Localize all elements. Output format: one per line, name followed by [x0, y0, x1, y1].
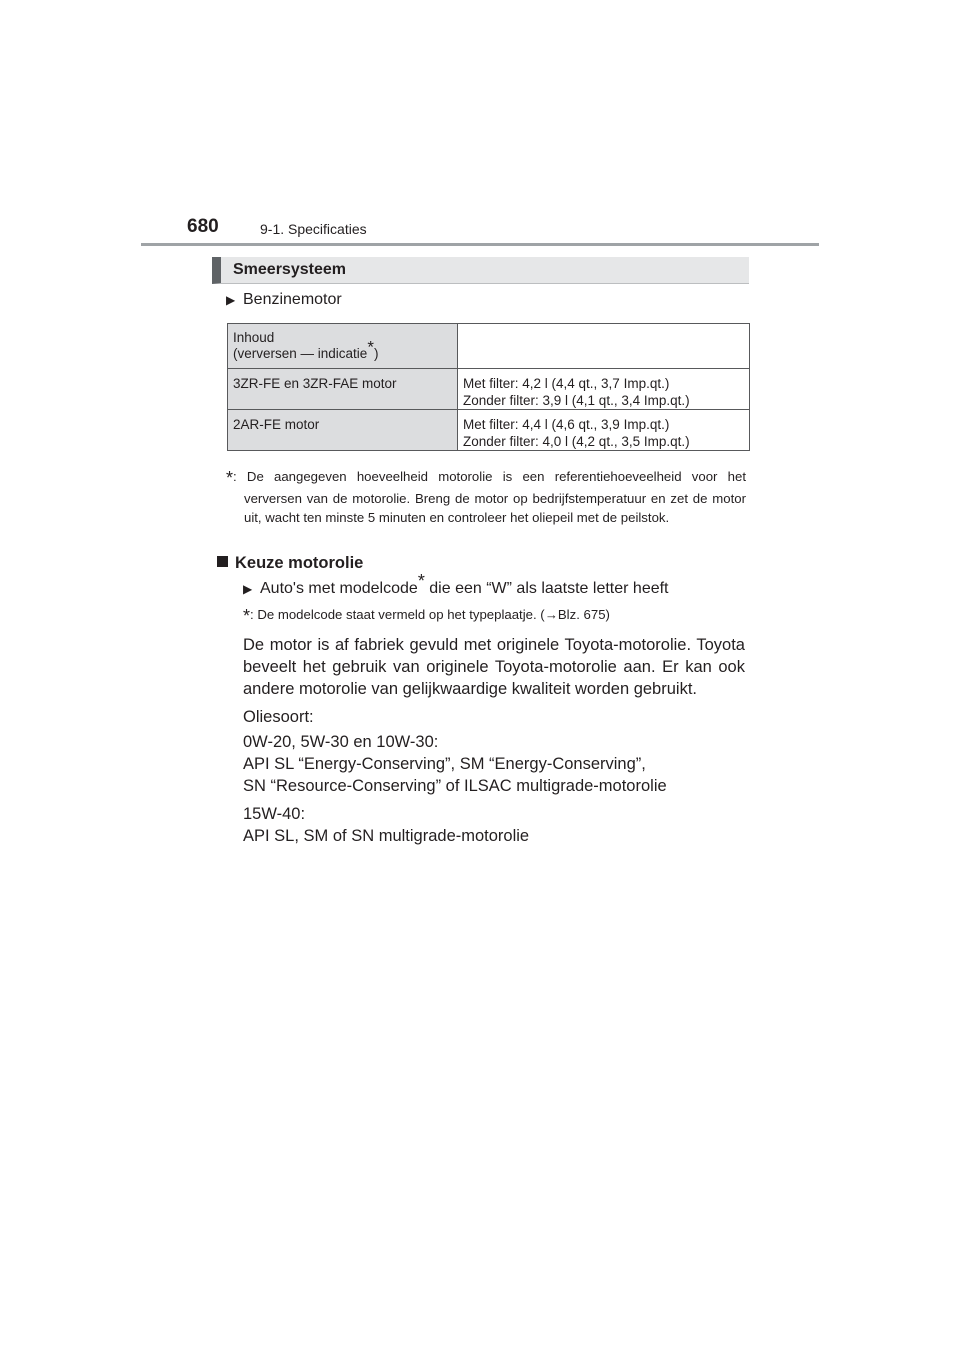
cell-text: Met filter: 4,2 l (4,4 qt., 3,7 Imp.qt.) [463, 376, 670, 391]
capacity-table [227, 323, 750, 451]
table-cell-label [228, 369, 458, 410]
bullet-modelcode [243, 571, 669, 598]
oil-type-label: Oliesoort: [243, 708, 314, 726]
subhead-benzinemotor [226, 291, 342, 309]
cell-text: Zonder filter: 3,9 l (4,1 qt., 3,4 Imp.qt.) [463, 393, 690, 408]
oil-group-1 [243, 731, 745, 797]
oil-group-line: API SL “Energy-Conserving”, SM “Energy-Conserving”, [243, 755, 646, 773]
cell-text: Met filter: 4,4 l (4,6 qt., 3,9 Imp.qt.) [463, 417, 670, 432]
footnote-modelcode [243, 606, 610, 627]
bullet-text: die een “W” als laatste letter heeft [424, 580, 669, 597]
section-title: Smeersysteem [233, 261, 346, 278]
square-bullet-icon [217, 556, 228, 567]
oil-group-title: 15W-40: [243, 805, 306, 823]
cell-text: 2AR-FE motor [233, 417, 320, 432]
table-row [228, 324, 750, 369]
footnote-star: * [243, 606, 251, 626]
table-row [228, 369, 750, 410]
footnote-star: * [417, 571, 425, 591]
page-reference-link[interactable]: Blz. 675) [557, 607, 610, 622]
oil-group-title: 0W-20, 5W-30 en 10W-30: [243, 733, 439, 751]
heading-text: Keuze motorolie [235, 554, 364, 572]
cell-text: Zonder filter: 4,0 l (4,2 qt., 3,5 Imp.qt.) [463, 434, 690, 449]
page-number: 680 [187, 216, 219, 237]
table-cell-value [458, 324, 750, 369]
header-rule [141, 243, 819, 246]
table-cell-label [228, 324, 458, 369]
triangle-bullet-icon: ▶ [226, 293, 236, 307]
cell-text: (verversen [233, 346, 301, 361]
dash-glyph: — [300, 346, 315, 361]
footnote-star: * [367, 337, 374, 357]
cell-text: 3ZR-FE en 3ZR-FAE motor [233, 376, 397, 391]
section-title-bar [212, 257, 749, 284]
section-reference: 9-1. Specificaties [260, 221, 367, 237]
triangle-bullet-icon: ▶ [243, 582, 253, 596]
footnote-capacity [226, 467, 746, 528]
table-cell-label [228, 410, 458, 451]
table-row [228, 410, 750, 451]
footnote-text: : De aangegeven hoeveelheid motorolie is een referentiehoeveelheid voor het verversen van de motorolie. Breng de motor op bedrijfstemperatuur en zet de motor uit, wacht ten minste 5 minuten en controleer het oliepeil met de peilstok. [233, 469, 746, 525]
arrow-right-icon: → [544, 607, 558, 622]
footnote-star: * [226, 468, 234, 488]
subhead-text: Benzinemotor [243, 291, 342, 308]
cell-text: indicatie [314, 346, 368, 361]
bullet-text: Auto's met modelcode [260, 580, 418, 597]
oil-group-2 [243, 803, 745, 847]
table-cell-value [458, 410, 750, 451]
oil-group-line: SN “Resource-Conserving” of ILSAC multigrade-motorolie [243, 777, 667, 795]
heading-keuze-motorolie [217, 554, 363, 573]
table-cell-value [458, 369, 750, 410]
cell-text: Inhoud [233, 330, 275, 345]
footnote-text: : De modelcode staat vermeld op het typeplaatje. ( [250, 607, 545, 622]
paragraph-factory-oil: De motor is af fabriek gevuld met originele Toyota-motorolie. Toyota beveelt het gebruik van originele Toyota-motorolie aan. Er kan ook andere motorolie van gelijkwaardige kwaliteit worden gebruikt. [243, 636, 745, 698]
cell-text: ) [373, 346, 379, 361]
oil-group-line: API SL, SM of SN multigrade-motorolie [243, 827, 530, 845]
